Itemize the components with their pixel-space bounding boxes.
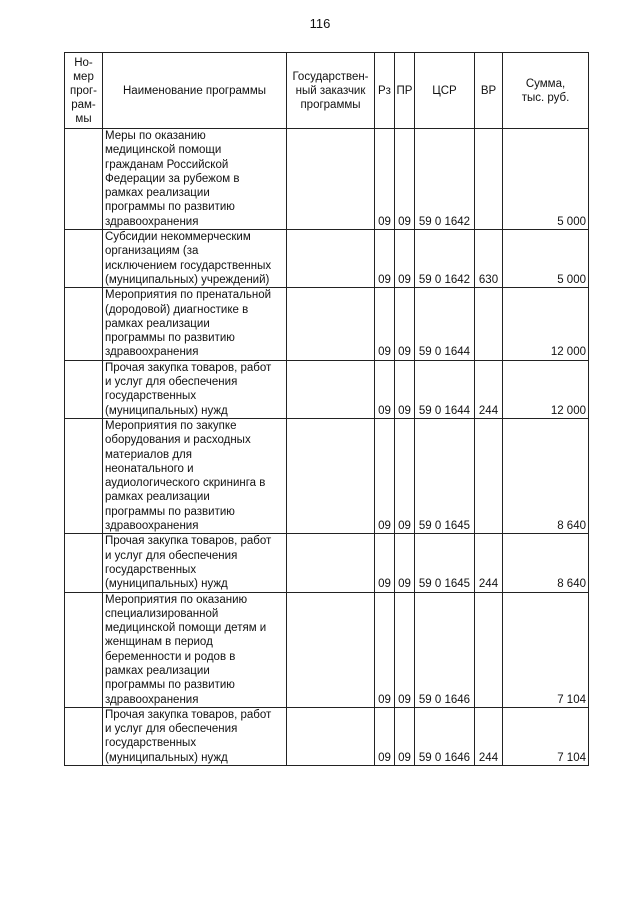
cell-state-customer: [287, 534, 375, 592]
table-row: [65, 418, 589, 533]
cell-vr: [475, 418, 503, 533]
cell-vr: 244: [475, 707, 503, 765]
cell-program-name: Субсидии некоммерческим организациям (за исключением государственных (муниципальных) учреждений): [103, 230, 287, 288]
budget-table: [64, 52, 589, 766]
table-body: [65, 129, 589, 766]
cell-sum: 12 000: [503, 288, 589, 360]
cell-program-name: Мероприятия по пренатальной (дородовой) диагностике в рамках реализации программы по развитию здравоохранения: [103, 288, 287, 360]
cell-pr: 09: [395, 288, 415, 360]
cell-pr: 09: [395, 707, 415, 765]
cell-program-number: [65, 129, 103, 230]
cell-vr: 244: [475, 534, 503, 592]
table-row: [65, 592, 589, 707]
cell-csr: 59 0 1646: [415, 707, 475, 765]
cell-rz: 09: [375, 592, 395, 707]
cell-pr: 09: [395, 534, 415, 592]
cell-program-number: [65, 707, 103, 765]
cell-csr: 59 0 1645: [415, 418, 475, 533]
table-row: [65, 707, 589, 765]
cell-pr: 09: [395, 230, 415, 288]
cell-csr: 59 0 1644: [415, 288, 475, 360]
cell-vr: [475, 592, 503, 707]
cell-csr: 59 0 1645: [415, 534, 475, 592]
table-header: [65, 53, 589, 129]
header-vr: ВР: [475, 53, 503, 129]
cell-pr: 09: [395, 592, 415, 707]
cell-sum: 8 640: [503, 534, 589, 592]
cell-program-name: Меры по оказанию медицинской помощи гражданам Российской Федерации за рубежом в рамках реализации программы по развитию здравоохранения: [103, 129, 287, 230]
cell-program-number: [65, 360, 103, 418]
table-row: [65, 129, 589, 230]
cell-program-name: Мероприятия по оказанию специализированной медицинской помощи детям и женщинам в период беременности и родов в рамках реализации программы по развитию здравоохранения: [103, 592, 287, 707]
table-row: [65, 534, 589, 592]
cell-state-customer: [287, 418, 375, 533]
cell-rz: 09: [375, 230, 395, 288]
cell-program-number: [65, 534, 103, 592]
header-program-name: Наименование программы: [103, 53, 287, 129]
cell-sum: 12 000: [503, 360, 589, 418]
header-state-customer: Государствен- ный заказчик программы: [287, 53, 375, 129]
cell-sum: 5 000: [503, 230, 589, 288]
cell-sum: 7 104: [503, 707, 589, 765]
cell-csr: 59 0 1642: [415, 129, 475, 230]
cell-vr: 630: [475, 230, 503, 288]
cell-program-number: [65, 288, 103, 360]
cell-state-customer: [287, 288, 375, 360]
cell-rz: 09: [375, 129, 395, 230]
cell-vr: [475, 288, 503, 360]
cell-state-customer: [287, 360, 375, 418]
header-pr: ПР: [395, 53, 415, 129]
cell-program-name: Прочая закупка товаров, работ и услуг для обеспечения государственных (муниципальных) нужд: [103, 534, 287, 592]
cell-vr: 244: [475, 360, 503, 418]
cell-state-customer: [287, 707, 375, 765]
cell-rz: 09: [375, 707, 395, 765]
cell-pr: 09: [395, 360, 415, 418]
cell-sum: 8 640: [503, 418, 589, 533]
header-program-number: Но- мер прог- рам- мы: [65, 53, 103, 129]
cell-program-number: [65, 418, 103, 533]
cell-program-name: Прочая закупка товаров, работ и услуг для обеспечения государственных (муниципальных) нужд: [103, 360, 287, 418]
cell-rz: 09: [375, 534, 395, 592]
cell-state-customer: [287, 592, 375, 707]
cell-rz: 09: [375, 288, 395, 360]
cell-program-number: [65, 592, 103, 707]
cell-pr: 09: [395, 129, 415, 230]
header-sum: Сумма, тыс. руб.: [503, 53, 589, 129]
table-row: [65, 360, 589, 418]
cell-program-number: [65, 230, 103, 288]
cell-state-customer: [287, 230, 375, 288]
cell-csr: 59 0 1646: [415, 592, 475, 707]
cell-program-name: Прочая закупка товаров, работ и услуг для обеспечения государственных (муниципальных) нужд: [103, 707, 287, 765]
table-row: [65, 230, 589, 288]
header-rz: Рз: [375, 53, 395, 129]
cell-rz: 09: [375, 360, 395, 418]
cell-state-customer: [287, 129, 375, 230]
cell-sum: 5 000: [503, 129, 589, 230]
cell-rz: 09: [375, 418, 395, 533]
cell-csr: 59 0 1642: [415, 230, 475, 288]
header-csr: ЦСР: [415, 53, 475, 129]
cell-sum: 7 104: [503, 592, 589, 707]
cell-vr: [475, 129, 503, 230]
cell-program-name: Мероприятия по закупке оборудования и расходных материалов для неонатального и аудиологического скрининга в рамках реализации программы по развитию здравоохранения: [103, 418, 287, 533]
table-row: [65, 288, 589, 360]
cell-csr: 59 0 1644: [415, 360, 475, 418]
page-number: 116: [309, 16, 331, 31]
cell-pr: 09: [395, 418, 415, 533]
